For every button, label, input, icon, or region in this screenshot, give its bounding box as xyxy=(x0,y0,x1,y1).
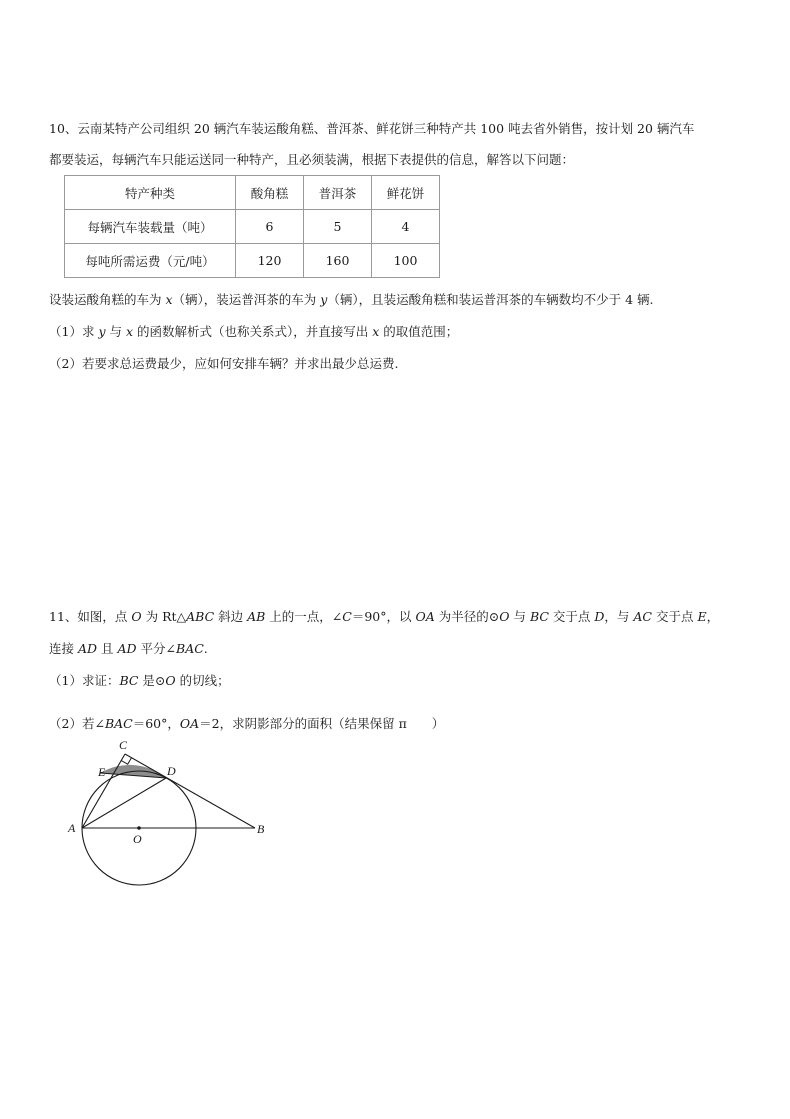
text: 是⊙ xyxy=(138,673,166,688)
text: 为 Rt△ xyxy=(141,609,187,624)
q11-part2 xyxy=(49,716,444,732)
var-x: x xyxy=(125,324,134,339)
var: O xyxy=(499,609,510,624)
text: 平分∠ xyxy=(136,641,177,656)
table-cell: 每吨所需运费（元/吨） xyxy=(65,244,236,278)
center-dot xyxy=(137,826,141,830)
var: OA xyxy=(415,609,435,624)
table-header-cell: 鲜花饼 xyxy=(372,176,440,210)
var: O xyxy=(165,673,176,688)
var-x: x xyxy=(165,292,173,307)
table-cell: 每辆汽车装载量（吨） xyxy=(65,210,236,244)
table-cell: 100 xyxy=(372,244,440,278)
table-cell: 4 xyxy=(372,210,440,244)
geometry-figure xyxy=(60,735,280,895)
q11-part1 xyxy=(49,673,230,689)
text: 上的一点，∠ xyxy=(265,609,343,624)
label-b: B xyxy=(257,822,265,836)
var: BC xyxy=(529,609,549,624)
text: （辆），装运普洱茶的车为 xyxy=(172,292,321,307)
table-cell: 6 xyxy=(236,210,304,244)
var: AD xyxy=(117,641,137,656)
q11-line1 xyxy=(49,609,719,625)
text: 与 xyxy=(105,324,126,339)
text: 的取值范围； xyxy=(379,324,459,339)
text: ，与 xyxy=(604,609,634,624)
table-cell: 160 xyxy=(304,244,372,278)
info-table xyxy=(64,175,440,278)
var: E xyxy=(697,609,707,624)
table-row xyxy=(65,244,440,278)
text: ， xyxy=(706,609,720,624)
text: . xyxy=(203,641,208,656)
text: （2）若∠ xyxy=(49,716,105,731)
q10-line1: 10、云南某特产公司组织 20 辆汽车装运酸角糕、普洱茶、鲜花饼三种特产共 100 吨去省外销售，按计划 20 辆汽车 xyxy=(49,121,695,136)
var-y: y xyxy=(320,292,328,307)
text: 交于点 xyxy=(548,609,595,624)
text: ＝60°， xyxy=(132,716,180,731)
var: ABC xyxy=(186,609,215,624)
var: OA xyxy=(179,716,200,731)
text: 的函数解析式（也称关系式），并直接写出 xyxy=(133,324,373,339)
text: 连接 xyxy=(49,641,78,656)
segment-ad xyxy=(82,778,166,828)
label-e: E xyxy=(98,765,106,779)
text: 斜边 xyxy=(214,609,248,624)
var: AC xyxy=(633,609,652,624)
text: 设装运酸角糕的车为 xyxy=(49,292,166,307)
q10-part2: （2）若要求总运费最少，应如何安排车辆？并求出最少总运费. xyxy=(49,356,399,371)
var-x: x xyxy=(372,324,380,339)
label-o: O xyxy=(133,832,142,846)
q11-line2 xyxy=(49,641,208,657)
var: D xyxy=(594,609,605,624)
text: 的切线； xyxy=(175,673,230,688)
text: 与 xyxy=(509,609,530,624)
table-cell: 5 xyxy=(304,210,372,244)
q10-line2: 都要装运，每辆汽车只能运送同一种特产，且必须装满，根据下表提供的信息，解答以下问题： xyxy=(49,152,575,167)
var: AB xyxy=(247,609,266,624)
text: 11、如图，点 xyxy=(49,609,132,624)
var: O xyxy=(131,609,142,624)
label-d: D xyxy=(167,764,176,778)
var: C xyxy=(342,609,352,624)
table-row xyxy=(65,210,440,244)
var: BAC xyxy=(176,641,204,656)
table-header-row xyxy=(65,176,440,210)
label-c: C xyxy=(119,738,128,752)
var: BC xyxy=(119,673,139,688)
text: ＝90°，以 xyxy=(351,609,416,624)
table-header-cell: 普洱茶 xyxy=(304,176,372,210)
var: AD xyxy=(77,641,98,656)
text: 且 xyxy=(97,641,118,656)
text: （1）求证： xyxy=(49,673,120,688)
text: 交于点 xyxy=(651,609,698,624)
var: BAC xyxy=(104,716,133,731)
var-y: y xyxy=(98,324,106,339)
q10-setup xyxy=(49,292,653,308)
table-header-cell: 酸角糕 xyxy=(236,176,304,210)
text: ＝2，求阴影部分的面积（结果保留 π ） xyxy=(199,716,445,731)
table-header-cell: 特产种类 xyxy=(65,176,236,210)
q10-part1 xyxy=(49,324,458,340)
text: 为半径的⊙ xyxy=(434,609,500,624)
text: （1）求 xyxy=(49,324,99,339)
table-cell: 120 xyxy=(236,244,304,278)
text: （辆），且装运酸角糕和装运普洱茶的车辆数均不少于 4 辆. xyxy=(327,292,654,307)
label-a: A xyxy=(68,821,76,835)
